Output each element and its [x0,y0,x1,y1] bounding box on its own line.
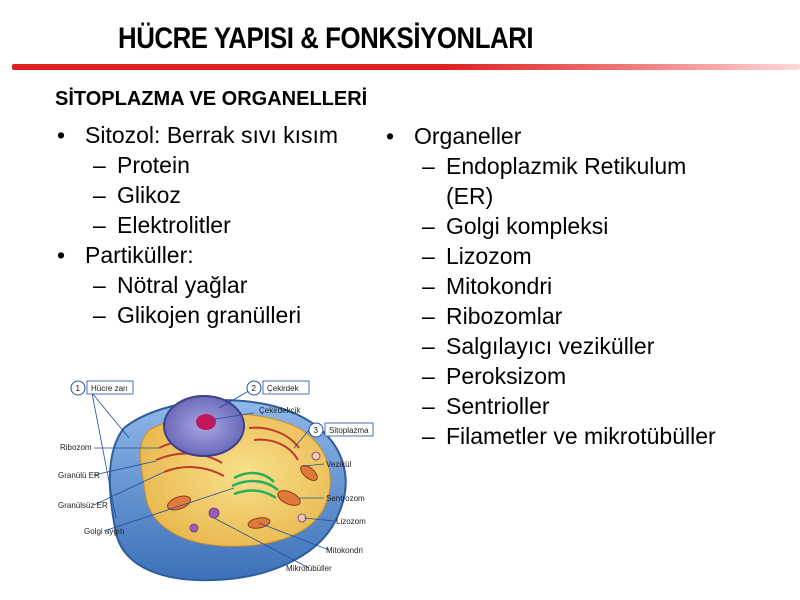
list-item: – Salgılayıcı veziküller [384,331,716,361]
label-mitochondria: Mitokondri [326,546,363,555]
list-item: – Mitokondri [384,271,716,301]
list-item-continuation: (ER) [446,183,494,209]
nucleolus [196,414,216,430]
list-item: – Glikojen granülleri [55,300,338,330]
label-rough-er: Granülü ER [58,471,100,480]
label-centrosome: Sentrozom [326,494,365,503]
label-nucleolus: Çekirdekçik [259,406,301,415]
list-item: – Glikoz [55,180,338,210]
tag-number: 2 [251,384,256,393]
label-golgi: Golgi aygıtı [84,527,125,536]
list-item: – Protein [55,150,338,180]
list-item: – Lizozom [384,241,716,271]
slide-subtitle: SİTOPLAZMA VE ORGANELLERİ [55,88,368,110]
slide-title: HÜCRE YAPISI & FONKSİYONLARI [118,22,534,55]
tag-label: Çekirdek [267,384,299,393]
label-lysosome: Lizozom [336,517,366,526]
tag-number: 3 [313,426,318,435]
tag-number: 1 [75,384,80,393]
list-item: – Nötral yağlar [55,270,338,300]
list-item: – Peroksizom [384,361,716,391]
organelle-list [384,121,716,451]
tag-label: Hücre zarı [91,384,128,393]
tag-nucleus [247,381,309,395]
list-item-organelles: • Organeller [384,121,716,151]
cytoplasm-list [55,120,338,330]
tag-label: Sitoplazma [329,426,369,435]
label-ribosome: Ribozom [60,443,92,452]
list-item: – Golgi kompleksi [384,211,716,241]
tag-cell-membrane [71,381,133,395]
cell-diagram [54,368,384,594]
tag-cytoplasm [309,423,373,437]
list-item: – Sentrioller [384,391,716,421]
list-item: – Ribozomlar [384,301,716,331]
list-item: – Elektrolitler [55,210,338,240]
title-divider [12,64,800,70]
list-item-particles: • Partiküller: [55,240,338,270]
list-item: – Endoplazmik Retikulum [384,151,716,181]
label-microtubules: Mikrotübüller [286,564,332,573]
label-vesicle: Vezikül [326,460,352,469]
list-item: – Filametler ve mikrotübüller [384,421,716,451]
label-smooth-er: Granülsüz ER [58,501,108,510]
list-item-cytosol: • Sitozol: Berrak sıvı kısım [55,120,338,150]
